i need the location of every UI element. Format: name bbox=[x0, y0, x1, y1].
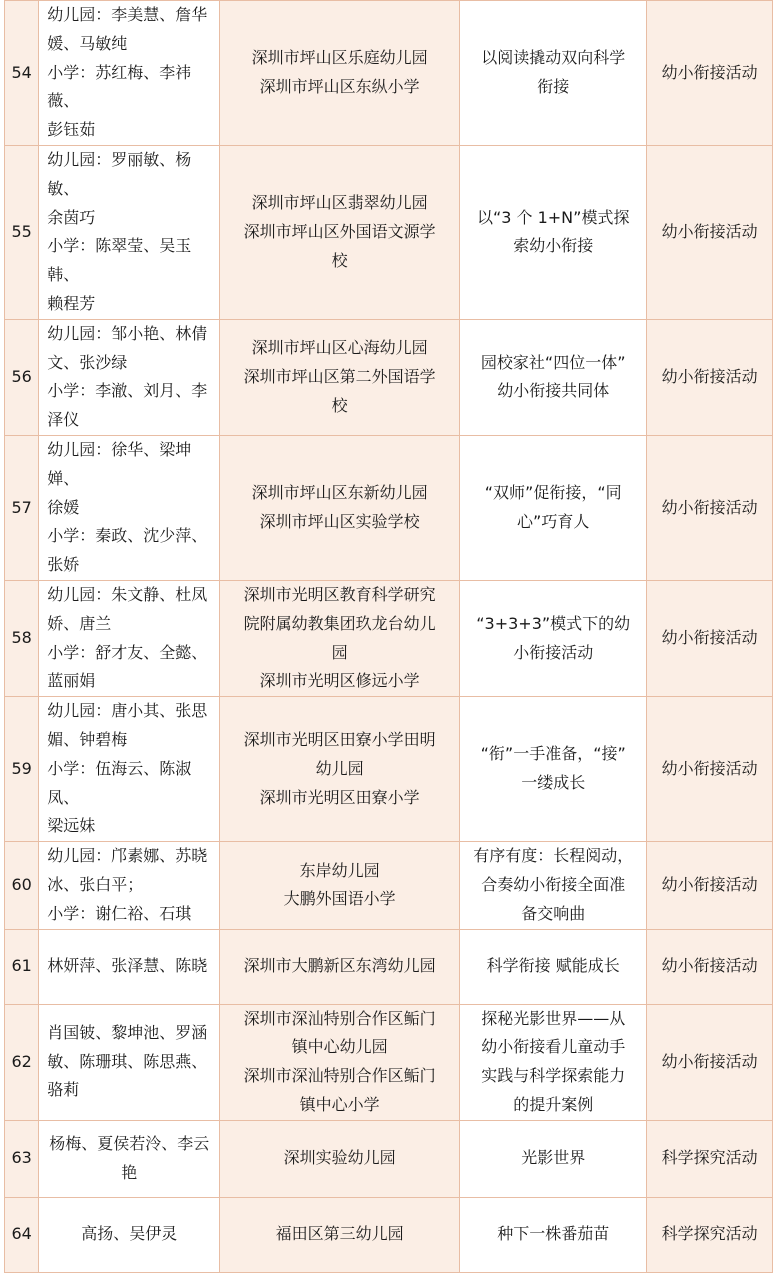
title-cell bbox=[460, 435, 647, 580]
title-cell-line: 的提升案例 bbox=[513, 1094, 594, 1114]
people-cell-line: 小学：伍海云、陈淑凤、 bbox=[47, 758, 192, 807]
school-cell-line: 深圳市坪山区东纵小学 bbox=[259, 76, 420, 96]
people-cell-line: 蓝丽娟 bbox=[47, 671, 96, 691]
people-cell-line: 骆莉 bbox=[47, 1080, 80, 1100]
row-number: 59 bbox=[5, 697, 39, 842]
people-cell-line: 幼儿园：徐华、梁坤婵、 bbox=[47, 439, 192, 488]
table-row bbox=[5, 319, 773, 435]
people-cell bbox=[39, 435, 220, 580]
school-cell-line: 深圳市坪山区第二外国语学 bbox=[243, 366, 436, 386]
title-cell bbox=[460, 1120, 647, 1197]
school-cell-line: 校 bbox=[331, 250, 348, 270]
people-cell-line: 小学：陈翠莹、吴玉韩、 bbox=[47, 236, 192, 285]
title-cell bbox=[460, 1197, 647, 1272]
title-cell bbox=[460, 1004, 647, 1120]
activity-type: 幼小衔接活动 bbox=[647, 1, 773, 146]
row-number: 58 bbox=[5, 580, 39, 696]
title-cell-line: 幼小衔接看儿童动手 bbox=[481, 1037, 626, 1057]
title-cell bbox=[460, 1, 647, 146]
table-row bbox=[5, 697, 773, 842]
activity-type: 幼小衔接活动 bbox=[647, 929, 773, 1004]
activity-type: 幼小衔接活动 bbox=[647, 145, 773, 319]
title-cell-line: “双师”促衔接，“同 bbox=[484, 483, 622, 503]
school-cell bbox=[220, 319, 460, 435]
school-cell bbox=[220, 435, 460, 580]
row-number: 57 bbox=[5, 435, 39, 580]
people-cell-line: 幼儿园：罗丽敏、杨敏、 bbox=[47, 149, 192, 198]
activity-type: 幼小衔接活动 bbox=[647, 319, 773, 435]
title-cell-line: “衔”一手准备，“接” bbox=[480, 744, 626, 764]
school-cell-line: 校 bbox=[331, 395, 348, 415]
school-cell-line: 深圳市深汕特别合作区鲘门 bbox=[243, 1008, 436, 1028]
school-cell bbox=[220, 580, 460, 696]
row-number: 62 bbox=[5, 1004, 39, 1120]
people-cell-line: 小学：谢仁裕、石琪 bbox=[47, 903, 192, 923]
row-number: 60 bbox=[5, 842, 39, 929]
title-cell-line: 实践与科学探索能力 bbox=[481, 1066, 626, 1086]
people-cell-line: 张娇 bbox=[47, 555, 80, 575]
school-cell-line: 深圳市坪山区翡翠幼儿园 bbox=[251, 193, 428, 213]
school-cell bbox=[220, 929, 460, 1004]
school-cell-line: 深圳市坪山区外国语文源学 bbox=[243, 221, 436, 241]
people-cell-line: 高扬、吴伊灵 bbox=[81, 1224, 178, 1244]
row-number: 63 bbox=[5, 1120, 39, 1197]
people-cell-line: 幼儿园：李美慧、詹华 bbox=[47, 5, 208, 24]
people-cell-line: 娇、唐兰 bbox=[47, 613, 112, 633]
title-cell-line: 以阅读撬动双向科学 bbox=[481, 48, 626, 68]
school-cell-line: 深圳市坪山区乐庭幼儿园 bbox=[251, 48, 428, 68]
school-cell-line: 福田区第三幼儿园 bbox=[275, 1224, 404, 1244]
title-cell bbox=[460, 580, 647, 696]
school-cell-line: 深圳市坪山区实验学校 bbox=[259, 511, 420, 531]
activity-type: 科学探究活动 bbox=[647, 1197, 773, 1272]
title-cell bbox=[460, 929, 647, 1004]
school-cell bbox=[220, 1004, 460, 1120]
title-cell-line: 幼小衔接共同体 bbox=[497, 381, 610, 401]
title-cell-line: 光影世界 bbox=[521, 1148, 586, 1168]
people-cell-line: 小学：苏红梅、李祎薇、 bbox=[47, 62, 192, 111]
people-cell bbox=[39, 580, 220, 696]
people-cell-line: 杨梅、夏侯若泠、李云 bbox=[49, 1133, 210, 1153]
people-cell-line: 小学：秦政、沈少萍、 bbox=[47, 526, 208, 546]
title-cell-line: 探秘光影世界——从 bbox=[481, 1008, 626, 1028]
title-cell-line: 以“3 个 1+N”模式探 bbox=[476, 207, 630, 227]
people-cell-line: 余茵巧 bbox=[47, 207, 96, 227]
school-cell-line: 深圳市光明区田寮小学 bbox=[259, 787, 420, 807]
people-cell-line: 泽仪 bbox=[47, 410, 80, 430]
title-cell-line: 心”巧育人 bbox=[517, 511, 590, 531]
school-cell-line: 深圳实验幼儿园 bbox=[283, 1148, 396, 1168]
people-cell-line: 媚、钟碧梅 bbox=[47, 729, 128, 749]
people-cell bbox=[39, 929, 220, 1004]
row-number: 54 bbox=[5, 1, 39, 146]
activity-type: 幼小衔接活动 bbox=[647, 580, 773, 696]
title-cell-line: “3+3+3”模式下的幼 bbox=[476, 613, 631, 633]
school-cell bbox=[220, 842, 460, 929]
row-number: 64 bbox=[5, 1197, 39, 1272]
table-body bbox=[5, 1, 773, 1273]
table-row bbox=[5, 1, 773, 146]
school-cell bbox=[220, 1, 460, 146]
people-cell bbox=[39, 319, 220, 435]
title-cell bbox=[460, 319, 647, 435]
people-cell-line: 徐媛 bbox=[47, 497, 80, 517]
title-cell-line: 园校家社“四位一体” bbox=[480, 352, 626, 372]
people-cell bbox=[39, 1, 220, 146]
award-table bbox=[4, 0, 773, 1273]
row-number: 61 bbox=[5, 929, 39, 1004]
activity-type: 幼小衔接活动 bbox=[647, 697, 773, 842]
people-cell-line: 林妍萍、张泽慧、陈晓 bbox=[47, 956, 208, 976]
title-cell-line: 索幼小衔接 bbox=[513, 236, 594, 256]
row-number: 55 bbox=[5, 145, 39, 319]
people-cell bbox=[39, 697, 220, 842]
people-cell bbox=[39, 1197, 220, 1272]
title-cell-line: 有序有度：长程阅动， bbox=[473, 846, 634, 866]
school-cell-line: 院附属幼教集团玖龙台幼儿 bbox=[243, 613, 436, 633]
people-cell-line: 梁远妹 bbox=[47, 816, 96, 836]
title-cell bbox=[460, 697, 647, 842]
school-cell-line: 镇中心幼儿园 bbox=[291, 1037, 388, 1057]
title-cell-line: 一缕成长 bbox=[521, 773, 586, 793]
title-cell-line: 备交响曲 bbox=[521, 903, 586, 923]
table-row bbox=[5, 1197, 773, 1272]
people-cell-line: 艳 bbox=[121, 1162, 138, 1182]
activity-type: 幼小衔接活动 bbox=[647, 1004, 773, 1120]
school-cell-line: 幼儿园 bbox=[315, 758, 364, 778]
people-cell-line: 小学：舒才友、全懿、 bbox=[47, 642, 208, 662]
table-row bbox=[5, 580, 773, 696]
school-cell-line: 深圳市坪山区心海幼儿园 bbox=[251, 338, 428, 358]
title-cell-line: 科学衔接 赋能成长 bbox=[486, 956, 620, 976]
school-cell-line: 深圳市坪山区东新幼儿园 bbox=[251, 483, 428, 503]
school-cell-line: 深圳市光明区田寮小学田明 bbox=[243, 729, 436, 749]
school-cell-line: 东岸幼儿园 bbox=[299, 860, 380, 880]
school-cell bbox=[220, 697, 460, 842]
people-cell-line: 幼儿园：朱文静、杜凤 bbox=[47, 584, 208, 604]
title-cell bbox=[460, 842, 647, 929]
school-cell-line: 深圳市深汕特别合作区鲘门 bbox=[243, 1066, 436, 1086]
people-cell-line: 幼儿园：唐小其、张思 bbox=[47, 701, 208, 721]
title-cell-line: 合奏幼小衔接全面准 bbox=[481, 874, 626, 894]
school-cell bbox=[220, 1197, 460, 1272]
table-row bbox=[5, 1004, 773, 1120]
table-row bbox=[5, 1120, 773, 1197]
row-number: 56 bbox=[5, 319, 39, 435]
people-cell-line: 媛、马敏纯 bbox=[47, 33, 128, 53]
people-cell-line: 幼儿园：邹小艳、林倩 bbox=[47, 323, 208, 343]
title-cell bbox=[460, 145, 647, 319]
school-cell bbox=[220, 1120, 460, 1197]
school-cell-line: 深圳市光明区教育科学研究 bbox=[243, 584, 436, 604]
people-cell bbox=[39, 842, 220, 929]
people-cell-line: 彭钰茹 bbox=[47, 120, 96, 140]
table-row bbox=[5, 842, 773, 929]
people-cell-line: 冰、张白平； bbox=[47, 874, 144, 894]
school-cell-line: 深圳市大鹏新区东湾幼儿园 bbox=[243, 956, 436, 976]
table-row bbox=[5, 435, 773, 580]
title-cell-line: 种下一株番茄苗 bbox=[497, 1224, 610, 1244]
title-cell-line: 小衔接活动 bbox=[513, 642, 594, 662]
people-cell-line: 幼儿园：邝素娜、苏晓 bbox=[47, 846, 208, 866]
people-cell-line: 肖国铍、黎坤池、罗涵 bbox=[47, 1022, 208, 1042]
people-cell-line: 小学：李澈、刘月、李 bbox=[47, 381, 208, 401]
people-cell-line: 赖程芳 bbox=[47, 293, 96, 313]
people-cell bbox=[39, 145, 220, 319]
title-cell-line: 衔接 bbox=[537, 76, 570, 96]
school-cell-line: 园 bbox=[331, 642, 348, 662]
people-cell bbox=[39, 1004, 220, 1120]
people-cell bbox=[39, 1120, 220, 1197]
people-cell-line: 敏、陈珊琪、陈思燕、 bbox=[47, 1051, 208, 1071]
people-cell-line: 文、张沙绿 bbox=[47, 352, 128, 372]
activity-type: 幼小衔接活动 bbox=[647, 842, 773, 929]
school-cell bbox=[220, 145, 460, 319]
school-cell-line: 镇中心小学 bbox=[299, 1094, 380, 1114]
table-row bbox=[5, 145, 773, 319]
school-cell-line: 深圳市光明区修远小学 bbox=[259, 671, 420, 691]
table-row bbox=[5, 929, 773, 1004]
activity-type: 幼小衔接活动 bbox=[647, 435, 773, 580]
school-cell-line: 大鹏外国语小学 bbox=[283, 889, 396, 909]
activity-type: 科学探究活动 bbox=[647, 1120, 773, 1197]
